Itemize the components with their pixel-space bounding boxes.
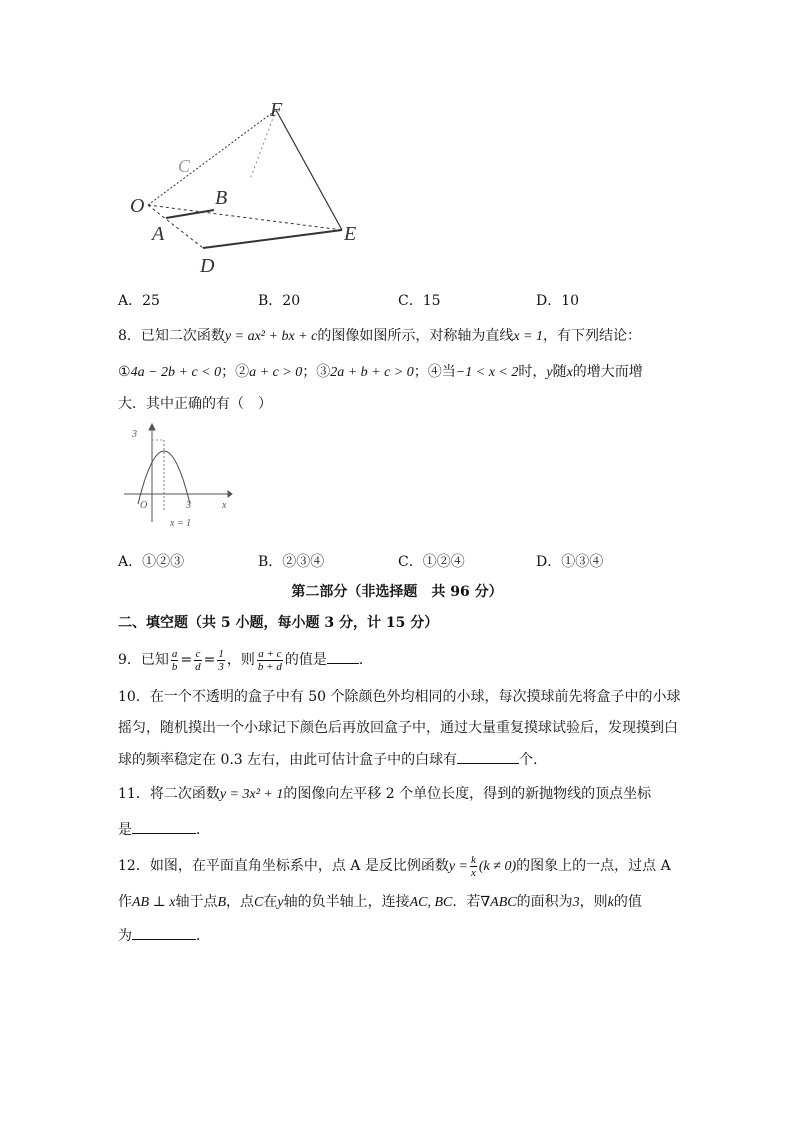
q10-line3-end: 个．: [519, 752, 548, 768]
q12-line1-post: 的图象上的一点，过点 A: [516, 858, 671, 874]
label-C: C: [178, 156, 191, 176]
q8-option-a: A．①②③: [118, 554, 185, 570]
q11-line2: [118, 819, 210, 840]
q8-sep-3: ；: [413, 364, 428, 380]
q12-l2-e: 轴的负半轴上，连接: [283, 894, 410, 910]
graph-x-axis-label: x: [222, 500, 227, 511]
q9-suffix: 的值是: [284, 652, 327, 668]
q9-fraction-a-b: [171, 648, 179, 673]
q12-l2-c: ，点: [226, 894, 255, 910]
q8-option-b: B．②③④: [258, 554, 325, 570]
q8-line3: 大．其中正确的有（ ）: [118, 396, 272, 412]
q12-y-axis: y: [277, 895, 284, 910]
q10-answer-blank: [457, 749, 519, 764]
q12-condition: (k ≠ 0): [478, 859, 517, 874]
q9-eq-1: =: [180, 652, 193, 668]
label-A: A: [152, 223, 165, 245]
q8-conclusions: [118, 362, 643, 383]
graph-symmetry-label: x = 1: [170, 518, 192, 529]
q11-line2-pre: 是: [118, 822, 132, 838]
q9-prefix: 9．已知: [118, 652, 169, 668]
q7-option-b: B．20: [258, 293, 301, 309]
q12-k: k: [607, 895, 614, 910]
q12-line1: [118, 852, 671, 881]
q12-frac-num: k: [471, 853, 476, 866]
q9-f4-den: b + d: [257, 660, 282, 673]
q12-line1-pre: 12．如图，在平面直角坐标系中，点 A 是反比例函数: [118, 858, 449, 874]
q8-suffix: 的图像如图所示，对称轴为直线: [317, 328, 514, 344]
q12-frac-den: x: [471, 866, 476, 879]
graph-x-tick: 3: [186, 500, 191, 511]
q8-c4-text1: 随: [552, 364, 567, 380]
q12-l2-h: ，则: [579, 894, 608, 910]
q11-line1: [118, 784, 651, 805]
q9-f3-den: 3: [218, 660, 224, 673]
y-axis-arrow: [149, 424, 155, 430]
graph-origin: O: [140, 500, 148, 511]
q8-prefix: 8．已知二次函数: [118, 328, 225, 344]
q12-point-c: C: [254, 895, 264, 910]
q9-fraction-sum: [257, 648, 283, 673]
q8-c4-y: y: [546, 365, 553, 380]
q8-c4-x: x: [566, 365, 573, 380]
q9-eq-2: =: [203, 652, 216, 668]
q8-c4-range: −1 < x < 2: [455, 365, 519, 380]
segment-OF: [148, 110, 276, 205]
q12-l2-a: 作: [118, 894, 132, 910]
figure-q7: [118, 92, 378, 282]
q9-fraction-c-d: [194, 648, 202, 673]
q10-line3: [118, 749, 547, 770]
q7-option-a: A．25: [118, 293, 160, 309]
q12-func-y: y =: [448, 859, 468, 874]
q10-line3-pre: 球的频率稳定在 0.3 左右，由此可估计盒子中的白球有: [118, 752, 458, 768]
q8-stem-end: ，有下列结论：: [543, 328, 641, 344]
q11-answer-blank: [132, 819, 196, 834]
q12-answer-blank: [132, 925, 196, 940]
q10-line1: 10．在一个不透明的盒子中有 50 个除颜色外均相同的小球，每次摸球前先将盒子中的小球: [118, 689, 681, 705]
q12-l2-g: 的面积为: [516, 894, 573, 910]
q11-function: y = 3x² + 1: [219, 787, 284, 802]
q8-c1-mark: ①: [118, 364, 131, 380]
q8-sep-2: ；: [302, 364, 317, 380]
q8-c4-pre: 当: [441, 364, 456, 380]
q8-c2-mark: ②: [235, 364, 250, 380]
q12-line2: [118, 892, 642, 913]
section2-title: 二、填空题（共 5 小题，每小题 3 分，计 15 分）: [118, 615, 439, 631]
segment-FE: [276, 110, 342, 230]
label-E: E: [344, 223, 357, 245]
q8-c4-mid: 时，: [518, 364, 547, 380]
q9-mid: ，则: [226, 652, 255, 668]
q12-l2-i: 的值: [613, 894, 642, 910]
q9-f2-num: c: [195, 647, 201, 660]
q10-line2: 摇匀，随机摸出一个小球记下颜色后再放回盒子中，通过大量重复摸球试验后，发现摸到白: [118, 720, 678, 736]
q7-option-d: D．10: [536, 293, 580, 309]
part2-title: 第二部分（非选择题 共 96 分）: [291, 584, 503, 600]
q8-option-d: D．①③④: [536, 554, 604, 570]
label-D: D: [200, 255, 215, 277]
q9-end: ．: [358, 652, 373, 668]
label-B: B: [215, 187, 228, 209]
q11-line2-end: ．: [196, 822, 210, 838]
segment-OE: [148, 205, 342, 230]
q12-line3-end: ．: [196, 928, 210, 944]
segment-AB: [166, 210, 214, 218]
q12-segments: AC, BC: [409, 895, 453, 910]
q12-fraction-k-x: [470, 854, 477, 879]
q11-post: 的图像向左平移 2 个单位长度，得到的新抛物线的顶点坐标: [283, 786, 652, 802]
q8-c2: a + c > 0: [249, 365, 303, 380]
q9-answer-blank: [327, 649, 359, 664]
x-axis-arrow: [228, 491, 232, 497]
q9-fraction-1-3: [217, 648, 225, 673]
q9-f1-den: b: [171, 660, 178, 673]
q12-l2-b: 轴于点: [175, 894, 218, 910]
label-O: O: [130, 195, 145, 217]
q8-stem: [118, 326, 641, 347]
q12-ab-perp: AB ⊥ x: [132, 895, 176, 910]
q12-l2-f: ．若: [452, 894, 481, 910]
q9-f2-den: d: [195, 660, 201, 673]
q12-line3: [118, 925, 210, 946]
q8-sep-1: ；: [221, 364, 236, 380]
graph-y-tick: 3: [132, 429, 137, 440]
q9-f3-num: 1: [218, 647, 224, 660]
q8-c4-mark: ④: [427, 364, 442, 380]
q12-point-b: B: [217, 895, 227, 910]
q8-c3: 2a + b + c > 0: [330, 365, 414, 380]
q11-pre: 11．将二次函数: [118, 786, 220, 802]
q8-parabola-graph: [124, 422, 234, 530]
q8-function: y = ax² + bx + c: [224, 329, 318, 344]
q12-triangle: ∇ABC: [480, 895, 517, 910]
label-F: F: [270, 99, 283, 121]
q8-c4-text2: 的增大而增: [572, 364, 643, 380]
q8-c1: 4a − 2b + c < 0: [130, 365, 222, 380]
q12-l2-d: 在: [263, 894, 278, 910]
q8-axis: x = 1: [513, 329, 543, 344]
q12-area: 3: [572, 895, 580, 910]
q12-line3-pre: 为: [118, 928, 132, 944]
segment-DE: [203, 230, 342, 248]
q9-f4-num: a + c: [258, 647, 282, 660]
q7-option-c: C．15: [398, 293, 441, 309]
q8-c3-mark: ③: [316, 364, 331, 380]
q8-option-c: C．①②④: [398, 554, 465, 570]
q9: [118, 646, 373, 674]
q9-f1-num: a: [171, 647, 178, 660]
